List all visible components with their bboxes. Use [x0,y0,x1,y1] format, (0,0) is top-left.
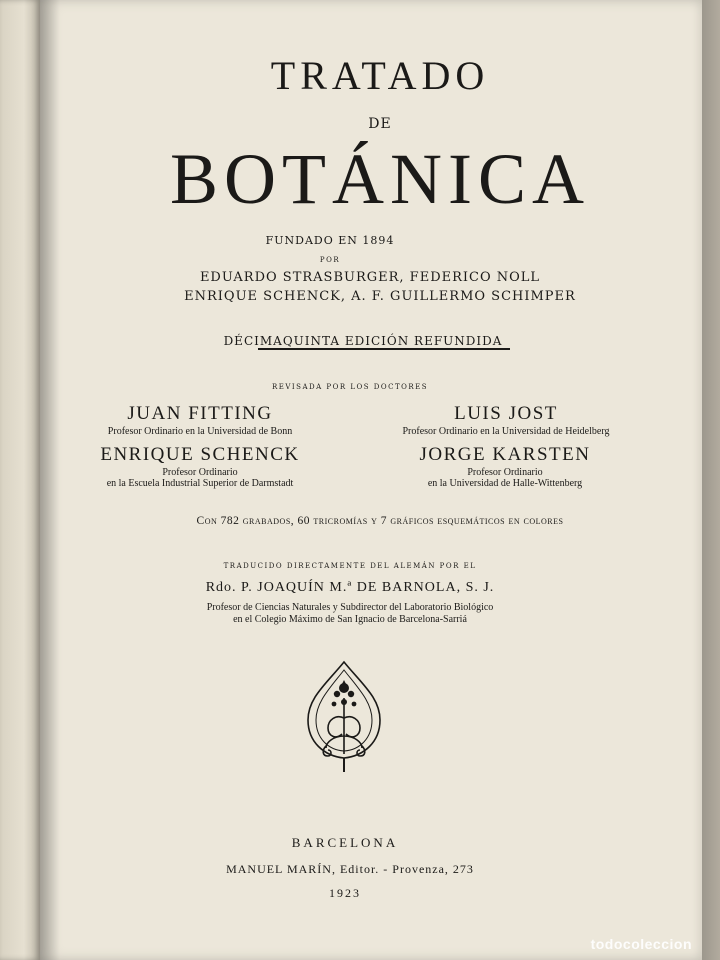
city-line: BARCELONA [291,835,399,850]
edition-underline [258,348,510,350]
title-page [40,0,702,960]
authors-line-2: ENRIQUE SCHENCK, A. F. GUILLERMO SCHIMPER [184,289,576,304]
edition-line: DÉCIMAQUINTA EDICIÓN REFUNDIDA [223,334,503,348]
title-botanica: BOTÁNICA [170,139,590,219]
reviewer-name: JUAN FITTING [127,403,273,424]
gutter-shadow [40,0,60,960]
translator-affiliation-1: Profesor de Ciencias Naturales y Subdirector del Laboratorio Biológico [206,602,494,613]
translator-affiliation-2: en el Colegio Máximo de San Ignacio de Barcelona-Sarriá [233,614,467,625]
title-tratado: TRATADO [270,53,490,98]
founded-line: FUNDADO EN 1894 [265,234,395,247]
watermark: todocoleccion [590,936,692,952]
reviewer-affiliation: Profesor Ordinario en la Universidad de Bonn [107,426,293,437]
illustrations-line: Con 782 grabados, 60 tricromías y 7 gráficos esquemáticos en colores [196,515,564,527]
publisher-line: MANUEL MARÍN, Editor. - Provenza, 273 [226,862,474,876]
reviewer-affiliation: Profesor Ordinario [162,467,238,478]
reviewer-affiliation: Profesor Ordinario [467,467,543,478]
revised-by-line: REVISADA POR LOS DOCTORES [271,383,429,391]
por-line: POR [319,256,341,264]
left-page-edge [0,0,40,960]
reviewer-name: ENRIQUE SCHENCK [100,444,300,465]
leaf-ornament-icon [304,658,384,774]
reviewer-name: JORGE KARSTEN [419,444,591,465]
authors-line-1: EDUARDO STRASBURGER, FEDERICO NOLL [199,270,541,285]
reviewer-affiliation: Profesor Ordinario en la Universidad de Heidelberg [402,426,610,437]
translated-by-line: TRADUCIDO DIRECTAMENTE DEL ALEMÁN POR EL [223,562,477,570]
translator-name: Rdo. P. JOAQUÍN M.ª DE BARNOLA, S. J. [205,580,495,595]
reviewer-affiliation: en la Universidad de Halle-Wittenberg [427,478,583,489]
reviewer-name: LUIS JOST [454,403,558,424]
year-line: 1923 [329,886,361,900]
edition-block [216,330,510,349]
reviewer-affiliation: en la Escuela Industrial Superior de Darmstadt [106,478,294,489]
title-de: DE [368,116,392,132]
